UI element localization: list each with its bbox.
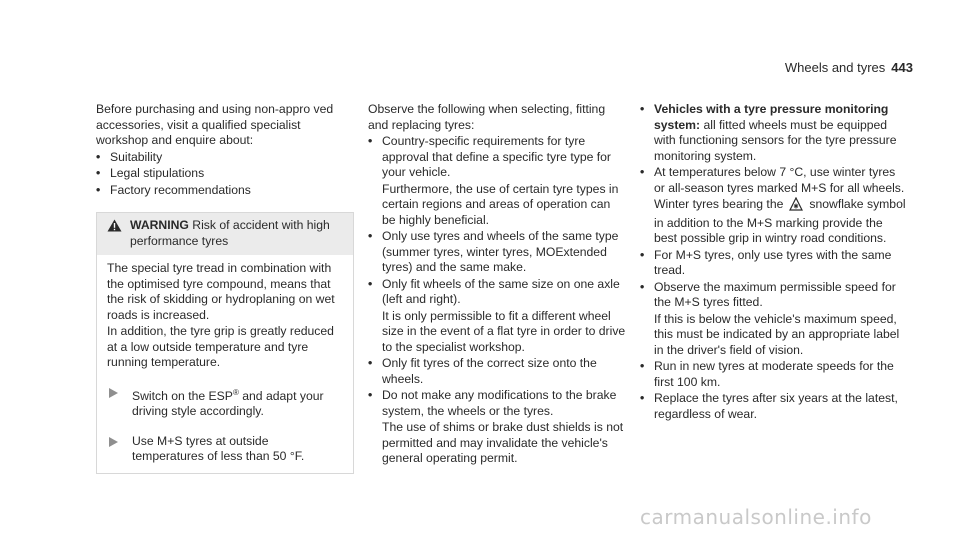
warning-label: WARNING — [130, 218, 189, 232]
column-left — [96, 102, 354, 474]
list-item: • Legal stipulations — [96, 166, 354, 182]
list-item: • Do not make any modifications to the brake system, the wheels or the tyres. The use of shims or brake dust shields is not permitted and may invalidate the vehicle's general operating permit. — [368, 388, 626, 467]
tyre-notes-list — [640, 102, 908, 422]
list-item: • At temperatures below 7 °C, use winter tyres or all-season tyres marked M+S for all wheels. Winter tyres bearing the snowflake symbol in addition to the M+S marking provide the best possible grip in wintry road conditions. — [640, 165, 908, 247]
list-item: • Factory recommendations — [96, 183, 354, 199]
column-middle — [368, 102, 626, 467]
action-arrow-icon — [109, 437, 118, 447]
action-arrow-icon — [109, 388, 118, 398]
warning-paragraph: The special tyre tread in combination with the optimised tyre compound, means that the risk of skidding or hydroplaning on wet roads is increased. — [107, 261, 335, 322]
list-item: • Vehicles with a tyre pressure monitoring system: all fitted wheels must be equipped with functioning sensors for the tyre pressure monitoring system. — [640, 102, 908, 164]
intro-text: Observe the following when selecting, fitting and replacing tyres: — [368, 102, 606, 132]
column-right — [640, 102, 908, 422]
list-item: • Only fit wheels of the same size on one axle (left and right). It is only permissible to fit a different wheel size in the event of a flat tyre in order to drive to the specialist workshop. — [368, 277, 626, 356]
tyre-rules-list — [368, 134, 626, 467]
list-item: • For M+S tyres, only use tyres with the same tread. — [640, 248, 908, 279]
warning-box — [96, 212, 354, 474]
page-number: 443 — [891, 60, 913, 75]
list-item: • Only fit tyres of the correct size onto the wheels. — [368, 356, 626, 387]
action-item: Use M+S tyres at outside temperatures of less than 50 °F. — [107, 434, 343, 465]
list-item: • Run in new tyres at moderate speeds for the first 100 km. — [640, 359, 908, 390]
list-item: • Suitability — [96, 150, 354, 166]
list-item: • Replace the tyres after six years at the latest, regardless of wear. — [640, 391, 908, 422]
warning-body — [97, 255, 353, 473]
warning-title: Risk of accident with high performance tyres — [130, 218, 330, 248]
snowflake-mountain-icon — [789, 197, 803, 216]
section-title: Wheels and tyres — [784, 60, 886, 75]
watermark: carmanualsonline.info — [640, 505, 872, 529]
warning-paragraph: In addition, the tyre grip is greatly reduced at a low outside temperature and tyre running temperature. — [107, 324, 334, 369]
warning-triangle-icon — [107, 219, 124, 249]
list-item: • Country-specific requirements for tyre approval that define a specific tyre type for your vehicle. Furthermore, the use of certain tyre types in certain regions and areas of operation can be highly beneficial. — [368, 134, 626, 228]
intro-text: Before purchasing and using non-appro ved accessories, visit a qualified specialist workshop and enquire about: — [96, 102, 334, 147]
list-item: • Only use tyres and wheels of the same type (summer tyres, winter tyres, MOExtended tyres) and the same make. — [368, 229, 626, 276]
page-header — [785, 60, 913, 75]
enquiry-list — [96, 150, 354, 199]
warning-header — [97, 213, 353, 255]
action-item: Switch on the ESP® and adapt your driving style accordingly. — [107, 385, 343, 420]
list-item: • Observe the maximum permissible speed for the M+S tyres fitted. If this is below the vehicle's maximum speed, this must be indicated by an appropriate label in the driver's field of vision. — [640, 280, 908, 359]
